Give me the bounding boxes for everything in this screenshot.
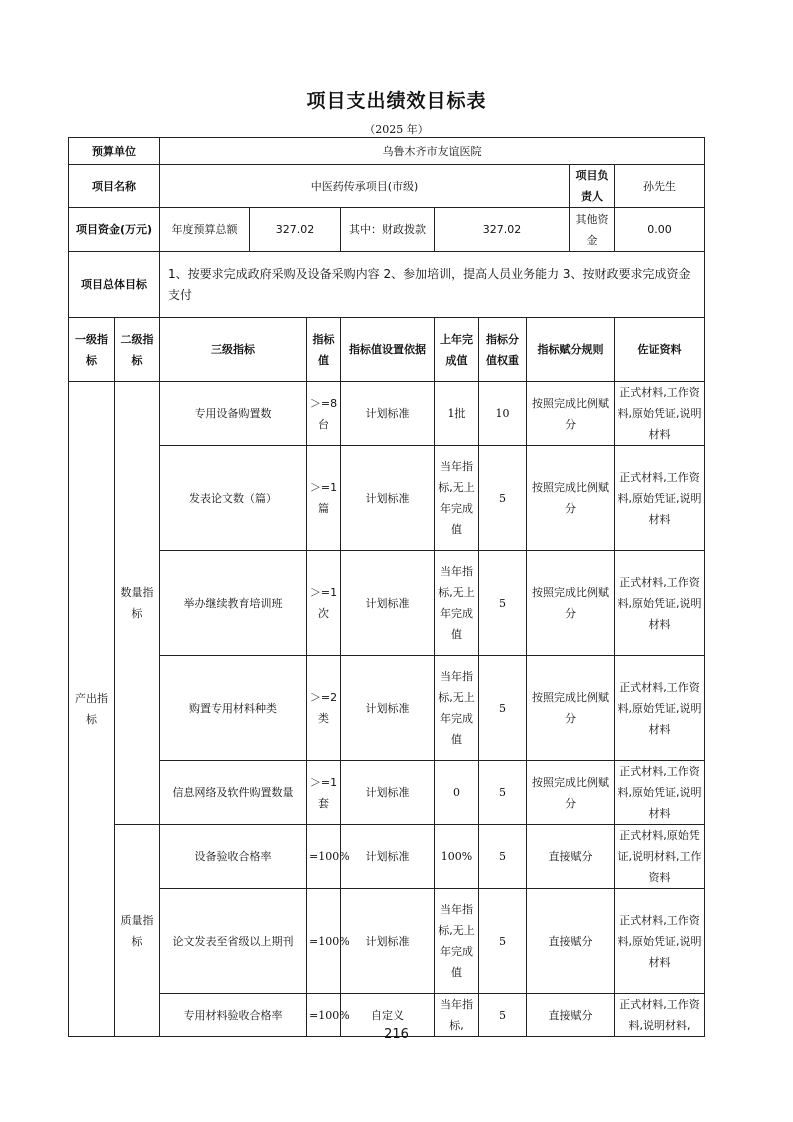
header-evidence: 佐证资料 <box>615 318 705 382</box>
indicator-rule: 直接赋分 <box>527 994 615 1037</box>
indicator-name: 信息网络及软件购置数量 <box>160 761 307 825</box>
indicator-rule: 直接赋分 <box>527 825 615 889</box>
indicator-last-year: 当年指标,无上年完成值 <box>435 551 479 656</box>
annual-label: 年度预算总额 <box>160 208 250 252</box>
indicator-basis: 计划标准 <box>341 761 435 825</box>
header-last-year: 上年完成值 <box>435 318 479 382</box>
header-level2: 二级指标 <box>115 318 160 382</box>
table-row <box>69 825 705 889</box>
project-value: 中医药传承项目(市级) <box>160 165 570 208</box>
indicator-basis: 计划标准 <box>341 889 435 994</box>
indicator-name: 专用材料验收合格率 <box>160 994 307 1037</box>
indicator-weight: 5 <box>479 994 527 1037</box>
indicator-rule: 按照完成比例赋分 <box>527 382 615 446</box>
indicator-value: ＞=8台 <box>307 382 341 446</box>
level1-output: 产出指标 <box>69 382 115 1037</box>
fiscal-value: 327.02 <box>435 208 570 252</box>
indicator-weight: 5 <box>479 761 527 825</box>
page-number: 216 <box>384 1027 409 1042</box>
unit-label: 预算单位 <box>69 138 160 165</box>
project-row <box>69 165 705 208</box>
indicator-last-year: 当年指标,无上年完成值 <box>435 656 479 761</box>
project-label: 项目名称 <box>69 165 160 208</box>
indicator-value: =100% <box>307 889 341 994</box>
other-value: 0.00 <box>615 208 705 252</box>
goal-row <box>69 252 705 318</box>
indicator-name: 发表论文数（篇） <box>160 446 307 551</box>
leader-value: 孙先生 <box>615 165 705 208</box>
funds-label: 项目资金(万元) <box>69 208 160 252</box>
unit-value: 乌鲁木齐市友谊医院 <box>160 138 705 165</box>
indicator-rule: 按照完成比例赋分 <box>527 551 615 656</box>
table-row <box>69 551 705 656</box>
annual-value: 327.02 <box>250 208 341 252</box>
indicator-evidence: 正式材料,工作资料,原始凭证,说明材料 <box>615 551 705 656</box>
indicator-rule: 直接赋分 <box>527 889 615 994</box>
indicator-weight: 10 <box>479 382 527 446</box>
indicator-name: 设备验收合格率 <box>160 825 307 889</box>
performance-table <box>68 137 705 1037</box>
indicator-rule: 按照完成比例赋分 <box>527 656 615 761</box>
indicator-basis: 计划标准 <box>341 551 435 656</box>
indicator-evidence: 正式材料,工作资料,原始凭证,说明材料 <box>615 761 705 825</box>
header-value: 指标值 <box>307 318 341 382</box>
indicator-name: 举办继续教育培训班 <box>160 551 307 656</box>
indicator-last-year: 0 <box>435 761 479 825</box>
other-label: 其他资金 <box>570 208 615 252</box>
indicator-weight: 5 <box>479 551 527 656</box>
indicator-evidence: 正式材料,工作资料,原始凭证,说明材料 <box>615 889 705 994</box>
indicator-last-year: 100% <box>435 825 479 889</box>
indicator-basis: 自定义 <box>341 994 435 1037</box>
indicator-basis: 计划标准 <box>341 382 435 446</box>
fiscal-label: 其中：财政拨款 <box>341 208 435 252</box>
indicator-last-year: 当年指标,无上年完成值 <box>435 446 479 551</box>
indicator-value: ＞=1次 <box>307 551 341 656</box>
indicator-value: ＞=1套 <box>307 761 341 825</box>
indicator-evidence: 正式材料,工作资料,原始凭证,说明材料 <box>615 656 705 761</box>
header-basis: 指标值设置依据 <box>341 318 435 382</box>
leader-label: 项目负责人 <box>570 165 615 208</box>
group-quality: 质量指标 <box>115 825 160 1037</box>
unit-row <box>69 138 705 165</box>
indicator-evidence: 正式材料,工作资料,原始凭证,说明材料 <box>615 382 705 446</box>
header-rule: 指标赋分规则 <box>527 318 615 382</box>
indicator-value: ＞=2类 <box>307 656 341 761</box>
indicator-evidence: 正式材料,工作资料,原始凭证,说明材料 <box>615 446 705 551</box>
document-year: （2025 年） <box>364 123 429 136</box>
indicator-evidence: 正式材料,原始凭证,说明材料,工作资料 <box>615 825 705 889</box>
indicator-rule: 按照完成比例赋分 <box>527 446 615 551</box>
indicator-basis: 计划标准 <box>341 656 435 761</box>
indicator-rule: 按照完成比例赋分 <box>527 761 615 825</box>
group-quantity: 数量指标 <box>115 382 160 825</box>
indicator-last-year: 当年指标,无上年完成值 <box>435 889 479 994</box>
indicator-name: 购置专用材料种类 <box>160 656 307 761</box>
header-weight: 指标分值权重 <box>479 318 527 382</box>
header-level3: 三级指标 <box>160 318 307 382</box>
indicator-value: =100% <box>307 825 341 889</box>
indicator-value: ＞=1篇 <box>307 446 341 551</box>
indicator-weight: 5 <box>479 446 527 551</box>
indicator-weight: 5 <box>479 889 527 994</box>
indicator-name: 论文发表至省级以上期刊 <box>160 889 307 994</box>
indicator-weight: 5 <box>479 656 527 761</box>
goal-value: 1、按要求完成政府采购及设备采购内容 2、参加培训，提高人员业务能力 3、按财政要求完成资金支付 <box>160 252 705 318</box>
indicator-last-year: 1批 <box>435 382 479 446</box>
indicator-value: =100% <box>307 994 341 1037</box>
indicator-basis: 计划标准 <box>341 825 435 889</box>
table-row <box>69 382 705 446</box>
table-row <box>69 761 705 825</box>
document-title: 项目支出绩效目标表 <box>306 90 487 112</box>
header-level1: 一级指标 <box>69 318 115 382</box>
indicator-basis: 计划标准 <box>341 446 435 551</box>
header-row <box>69 318 705 382</box>
table-row <box>69 446 705 551</box>
table-row <box>69 656 705 761</box>
table-row <box>69 889 705 994</box>
indicator-last-year: 当年指标, <box>435 994 479 1037</box>
funds-row <box>69 208 705 252</box>
goal-label: 项目总体目标 <box>69 252 160 318</box>
indicator-weight: 5 <box>479 825 527 889</box>
indicator-evidence: 正式材料,工作资料,说明材料, <box>615 994 705 1037</box>
indicator-name: 专用设备购置数 <box>160 382 307 446</box>
